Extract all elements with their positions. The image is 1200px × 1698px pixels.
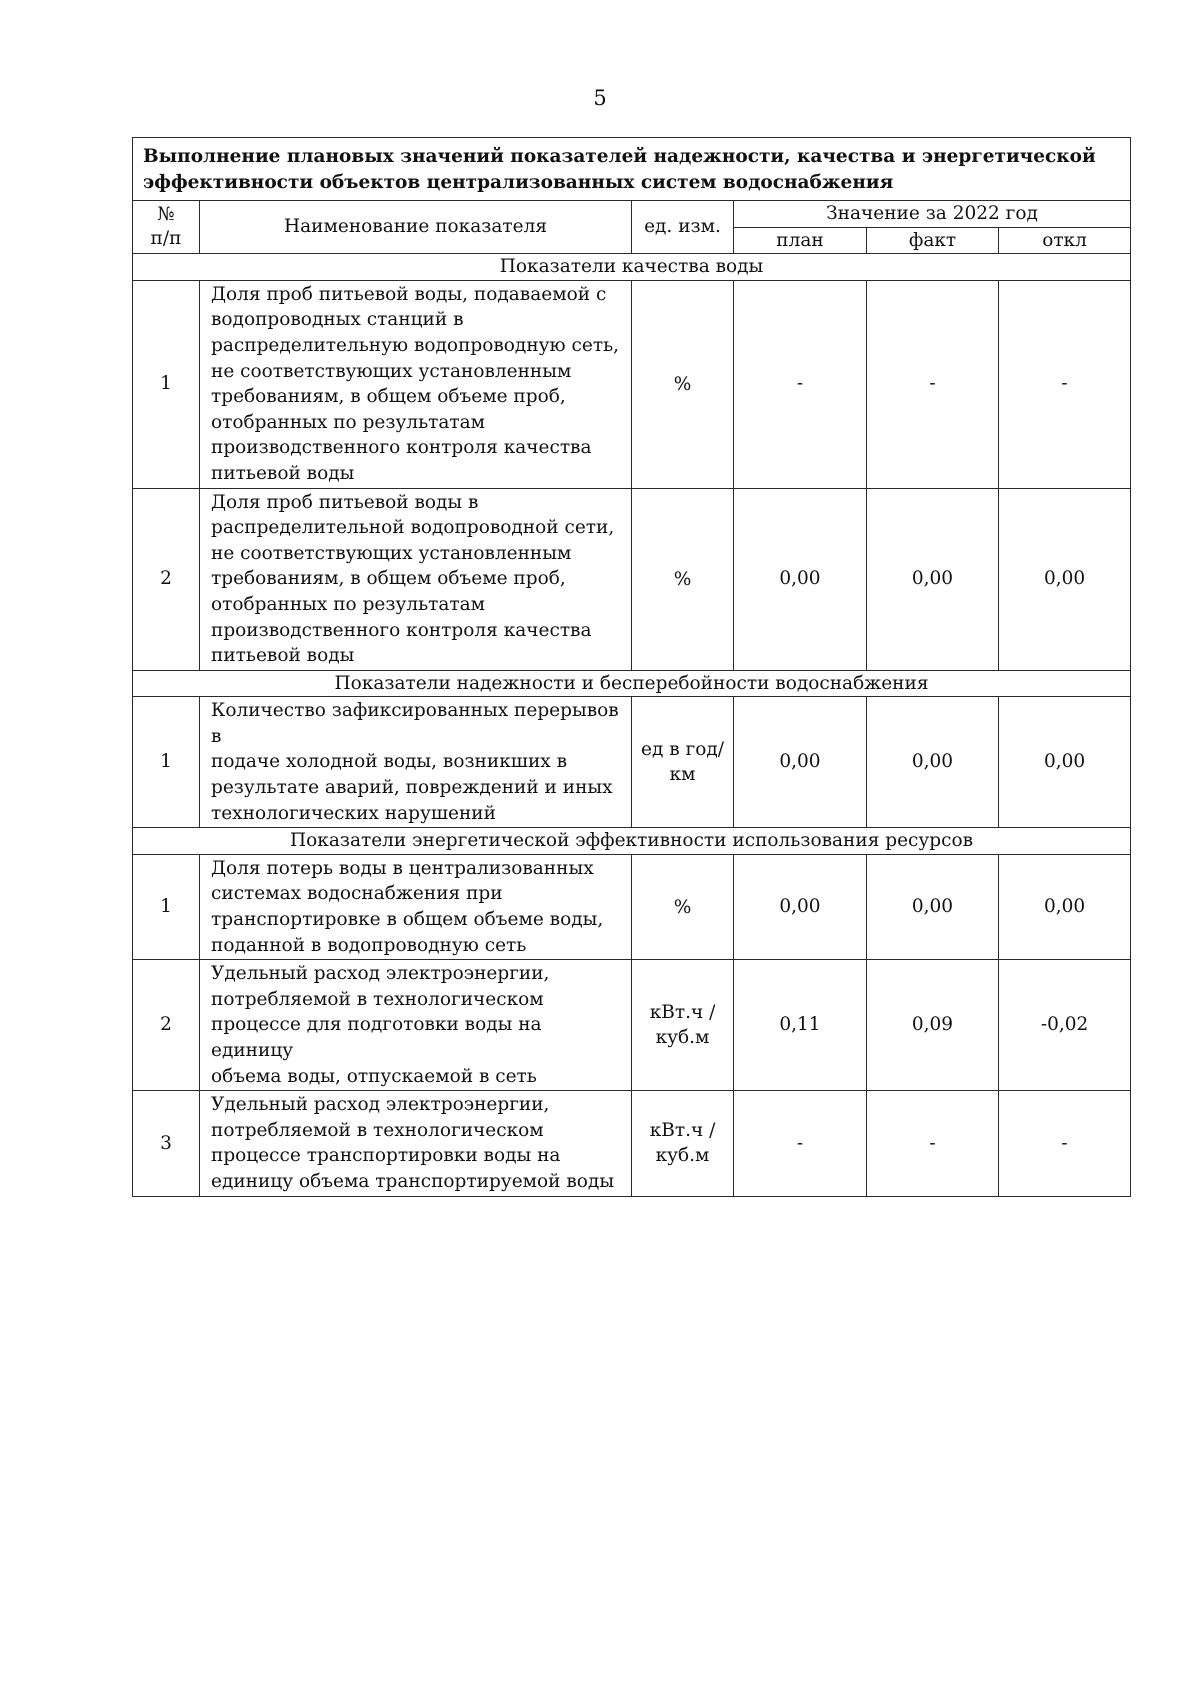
unit: [632, 854, 734, 959]
indicator-name: [200, 280, 632, 488]
indicator-name-line: не соответствующих установленным: [211, 360, 572, 382]
deviation-value: -0,02: [999, 960, 1131, 1091]
header-value-group: Значение за 2022 год: [734, 201, 1131, 228]
unit: [632, 488, 734, 670]
unit-line: кВт.ч /: [649, 1120, 716, 1142]
plan-value: -: [734, 280, 867, 488]
indicator-name-line: отобранных по результатам: [211, 593, 486, 615]
row-number: 3: [133, 1091, 200, 1196]
indicator-name: [200, 697, 632, 828]
indicator-name-line: питьевой воды: [211, 462, 355, 484]
header-num-line: №: [157, 204, 175, 226]
table-caption-line: эффективности объектов централизованных систем водоснабжения: [143, 172, 894, 193]
fact-value: 0,00: [867, 854, 999, 959]
unit-line: %: [673, 896, 692, 918]
row-number: 1: [133, 854, 200, 959]
indicators-table: [132, 137, 1131, 1197]
row-number: 1: [133, 280, 200, 488]
unit-line: км: [669, 764, 696, 786]
indicator-name: [200, 1091, 632, 1196]
deviation-value: 0,00: [999, 697, 1131, 828]
page-number: 5: [593, 86, 607, 110]
fact-value: 0,09: [867, 960, 999, 1091]
fact-value: 0,00: [867, 697, 999, 828]
indicator-name: [200, 854, 632, 959]
unit-line: ед в год/: [641, 739, 724, 761]
indicator-name-line: транспортировке в общем объеме воды,: [211, 909, 604, 931]
header-row-top: [133, 201, 1131, 228]
indicator-name-line: потребляемой в технологическом: [211, 1119, 544, 1141]
indicator-name-line: не соответствующих установленным: [211, 542, 572, 564]
unit: [632, 960, 734, 1091]
indicator-name-line: Доля проб питьевой воды, подаваемой с: [211, 283, 607, 305]
deviation-value: 0,00: [999, 488, 1131, 670]
section-row: [133, 828, 1131, 855]
table-body: [133, 138, 1131, 1197]
header-deviation: откл: [999, 227, 1131, 254]
indicator-name-line: результате аварий, повреждений и иных: [211, 777, 613, 799]
plan-value: 0,00: [734, 697, 867, 828]
indicator-name-line: объема воды, отпускаемой в сеть: [211, 1065, 537, 1087]
unit-line: куб.м: [655, 1145, 710, 1167]
plan-value: 0,00: [734, 488, 867, 670]
header-fact: факт: [867, 227, 999, 254]
indicator-name-line: Удельный расход электроэнергии,: [211, 1094, 550, 1116]
header-plan: план: [734, 227, 867, 254]
indicator-name-line: технологических нарушений: [211, 802, 496, 824]
plan-value: 0,00: [734, 854, 867, 959]
table-row: [133, 1091, 1131, 1196]
indicator-name-line: поданной в водопроводную сеть: [211, 934, 527, 956]
table-row: [133, 697, 1131, 828]
unit: [632, 280, 734, 488]
unit-line: кВт.ч /: [649, 1002, 716, 1024]
table-row: [133, 280, 1131, 488]
indicator-name-line: питьевой воды: [211, 645, 355, 667]
indicator-name-line: системах водоснабжения при: [211, 883, 503, 905]
indicator-name-line: процессе для подготовки воды на единицу: [211, 1014, 542, 1061]
indicator-name-line: водопроводных станций в: [211, 309, 464, 331]
unit-line: %: [673, 373, 692, 395]
unit-line: %: [673, 568, 692, 590]
indicator-name-line: производственного контроля качества: [211, 437, 592, 459]
section-title: Показатели надежности и бесперебойности водоснабжения: [133, 670, 1131, 697]
indicator-name-line: производственного контроля качества: [211, 619, 592, 641]
indicator-name-line: требованиям, в общем объеме проб,: [211, 568, 566, 590]
indicator-name-line: требованиям, в общем объеме проб,: [211, 386, 566, 408]
indicator-name: [200, 488, 632, 670]
section-row: [133, 670, 1131, 697]
indicator-name-line: распределительную водопроводную сеть,: [211, 334, 620, 356]
table-caption: [133, 138, 1131, 201]
header-num-line: п/п: [150, 228, 182, 250]
indicator-name: [200, 960, 632, 1091]
indicator-name-line: распределительной водопроводной сети,: [211, 517, 615, 539]
table-row: [133, 960, 1131, 1091]
row-number: 2: [133, 488, 200, 670]
unit: [632, 697, 734, 828]
unit: [632, 1091, 734, 1196]
indicator-name-line: единицу объема транспортируемой воды: [211, 1170, 615, 1192]
header-num: [133, 201, 200, 254]
indicator-name-line: Удельный расход электроэнергии,: [211, 963, 550, 985]
section-title: Показатели качества воды: [133, 254, 1131, 281]
row-number: 2: [133, 960, 200, 1091]
header-name: Наименование показателя: [200, 201, 632, 254]
indicator-name-line: подаче холодной воды, возникших в: [211, 751, 568, 773]
table-caption-row: [133, 138, 1131, 201]
table-caption-line: Выполнение плановых значений показателей надежности, качества и энергетической: [143, 146, 1096, 167]
indicator-name-line: Доля проб питьевой воды в: [211, 491, 479, 513]
indicator-name-line: потребляемой в технологическом: [211, 988, 544, 1010]
plan-value: -: [734, 1091, 867, 1196]
indicator-name-line: процессе транспортировки воды на: [211, 1145, 561, 1167]
fact-value: -: [867, 1091, 999, 1196]
fact-value: -: [867, 280, 999, 488]
section-row: [133, 254, 1131, 281]
plan-value: 0,11: [734, 960, 867, 1091]
deviation-value: 0,00: [999, 854, 1131, 959]
header-unit: ед. изм.: [632, 201, 734, 254]
indicator-name-line: Количество зафиксированных перерывов в: [211, 700, 619, 747]
fact-value: 0,00: [867, 488, 999, 670]
table-row: [133, 488, 1131, 670]
unit-line: куб.м: [655, 1027, 710, 1049]
deviation-value: -: [999, 280, 1131, 488]
section-title: Показатели энергетической эффективности использования ресурсов: [133, 828, 1131, 855]
indicator-name-line: отобранных по результатам: [211, 411, 486, 433]
deviation-value: -: [999, 1091, 1131, 1196]
row-number: 1: [133, 697, 200, 828]
table-row: [133, 854, 1131, 959]
indicator-name-line: Доля потерь воды в централизованных: [211, 857, 594, 879]
